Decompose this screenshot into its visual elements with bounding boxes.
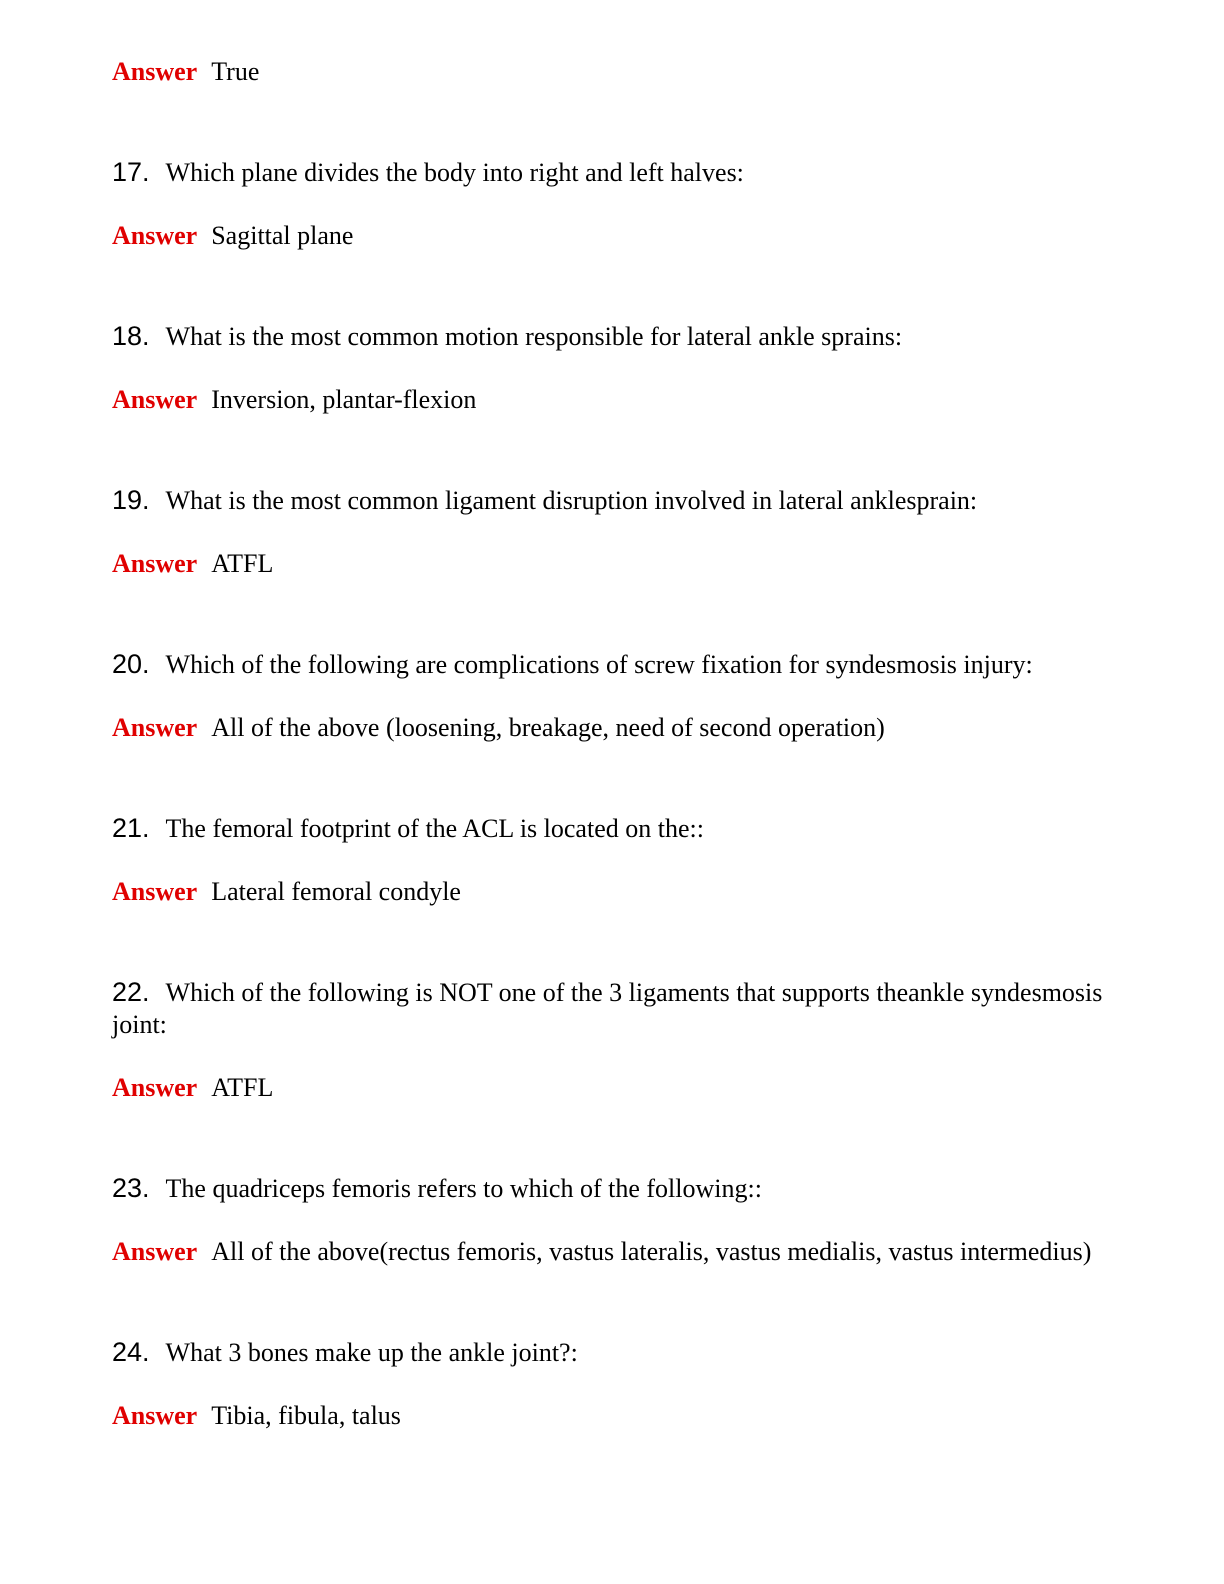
question-number: 24. [112, 1337, 150, 1367]
answer-text: Inversion, plantar-flexion [211, 385, 477, 414]
question-20 [112, 648, 1112, 681]
question-text: Which of the following are complications of screw fixation for syndesmosis injury: [165, 650, 1033, 679]
question-18 [112, 320, 1112, 353]
answer-label: Answer [112, 713, 198, 742]
answer-label: Answer [112, 1401, 198, 1430]
question-number: 23. [112, 1173, 150, 1203]
question-text: The femoral footprint of the ACL is located on the:: [165, 814, 704, 843]
answer-text: All of the above(rectus femoris, vastus lateralis, vastus medialis, vastus intermedius) [211, 1237, 1092, 1266]
question-text: Which of the following is NOT one of the 3 ligaments that supports theankle syndesmosis joint: [112, 978, 1103, 1039]
question-22 [112, 976, 1112, 1041]
answer-label: Answer [112, 385, 198, 414]
answer-text: ATFL [211, 549, 274, 578]
answer-19 [112, 548, 1112, 580]
question-21 [112, 812, 1112, 845]
answer-text: Lateral femoral condyle [211, 877, 461, 906]
question-number: 17. [112, 157, 150, 187]
question-text: What 3 bones make up the ankle joint?: [165, 1338, 578, 1367]
answer-label: Answer [112, 1073, 198, 1102]
answer-text: True [211, 57, 260, 86]
question-number: 21. [112, 813, 150, 843]
question-number: 22. [112, 977, 150, 1007]
answer-16 [112, 56, 1112, 88]
answer-label: Answer [112, 549, 198, 578]
answer-label: Answer [112, 57, 198, 86]
answer-label: Answer [112, 877, 198, 906]
question-24 [112, 1336, 1112, 1369]
document-page [112, 56, 1112, 1432]
answer-17 [112, 220, 1112, 252]
answer-text: Sagittal plane [211, 221, 354, 250]
answer-20 [112, 712, 1112, 744]
answer-22 [112, 1072, 1112, 1104]
answer-text: Tibia, fibula, talus [211, 1401, 401, 1430]
answer-24 [112, 1400, 1112, 1432]
question-text: What is the most common motion responsible for lateral ankle sprains: [165, 322, 903, 351]
question-text: Which plane divides the body into right and left halves: [165, 158, 744, 187]
answer-21 [112, 876, 1112, 908]
question-23 [112, 1172, 1112, 1205]
question-number: 20. [112, 649, 150, 679]
question-text: The quadriceps femoris refers to which of the following:: [165, 1174, 762, 1203]
question-19 [112, 484, 1112, 517]
question-text: What is the most common ligament disruption involved in lateral anklesprain: [165, 486, 978, 515]
answer-23 [112, 1236, 1112, 1268]
question-number: 18. [112, 321, 150, 351]
answer-18 [112, 384, 1112, 416]
question-17 [112, 156, 1112, 189]
answer-text: All of the above (loosening, breakage, need of second operation) [211, 713, 885, 742]
answer-label: Answer [112, 221, 198, 250]
question-number: 19. [112, 485, 150, 515]
answer-label: Answer [112, 1237, 198, 1266]
answer-text: ATFL [211, 1073, 274, 1102]
